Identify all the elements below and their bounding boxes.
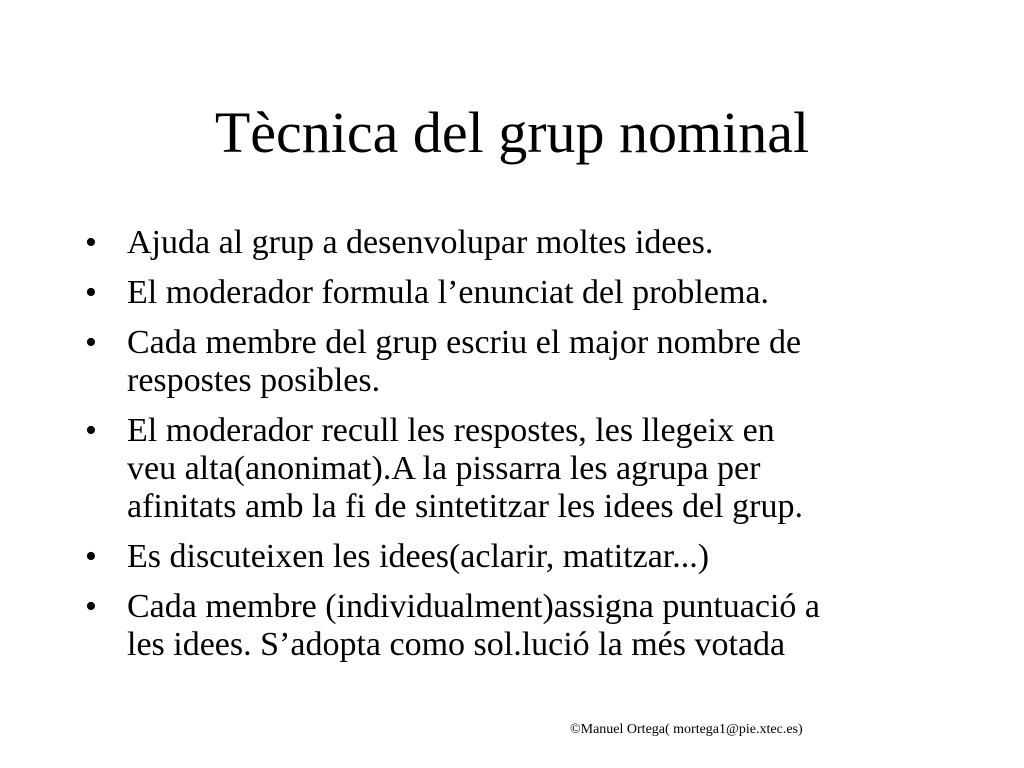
bullet-marker: • — [85, 324, 97, 361]
bullet-item-4 — [85, 412, 955, 526]
bullet-line: afinitats amb la fi de sintetitzar les idees del grup. — [127, 488, 803, 525]
bullet-line: Cada membre del grup escriu el major nombre de — [127, 324, 802, 361]
bullet-marker: • — [85, 538, 97, 575]
bullet-item-6 — [85, 588, 955, 664]
bullet-line: Es discuteixen les idees(aclarir, matitzar...) — [127, 538, 710, 575]
bullet-list — [85, 224, 955, 676]
bullet-line: les idees. S’adopta como sol.lució la més votada — [127, 626, 786, 663]
bullet-marker: • — [85, 588, 97, 625]
bullet-item-1 — [85, 224, 955, 262]
slide-title: Tècnica del grup nominal — [214, 100, 810, 165]
bullet-item-5 — [85, 538, 955, 576]
bullet-item-2 — [85, 274, 955, 312]
bullet-line: Cada membre (individualment)assigna puntuació a — [127, 588, 821, 625]
bullet-line: El moderador recull les respostes, les llegeix en — [127, 412, 775, 449]
bullet-marker: • — [85, 274, 97, 311]
bullet-line: veu alta(anonimat).A la pissarra les agrupa per — [127, 450, 761, 487]
bullet-line: respostes posibles. — [127, 362, 381, 399]
bullet-line: Ajuda al grup a desenvolupar moltes idees. — [127, 224, 714, 261]
bullet-marker: • — [85, 224, 97, 261]
bullet-item-3 — [85, 324, 955, 400]
bullet-line: El moderador formula l’enunciat del problema. — [127, 274, 769, 311]
bullet-marker: • — [85, 412, 97, 449]
copyright-footer: ©Manuel Ortega( mortega1@pie.xtec.es) — [570, 722, 803, 737]
